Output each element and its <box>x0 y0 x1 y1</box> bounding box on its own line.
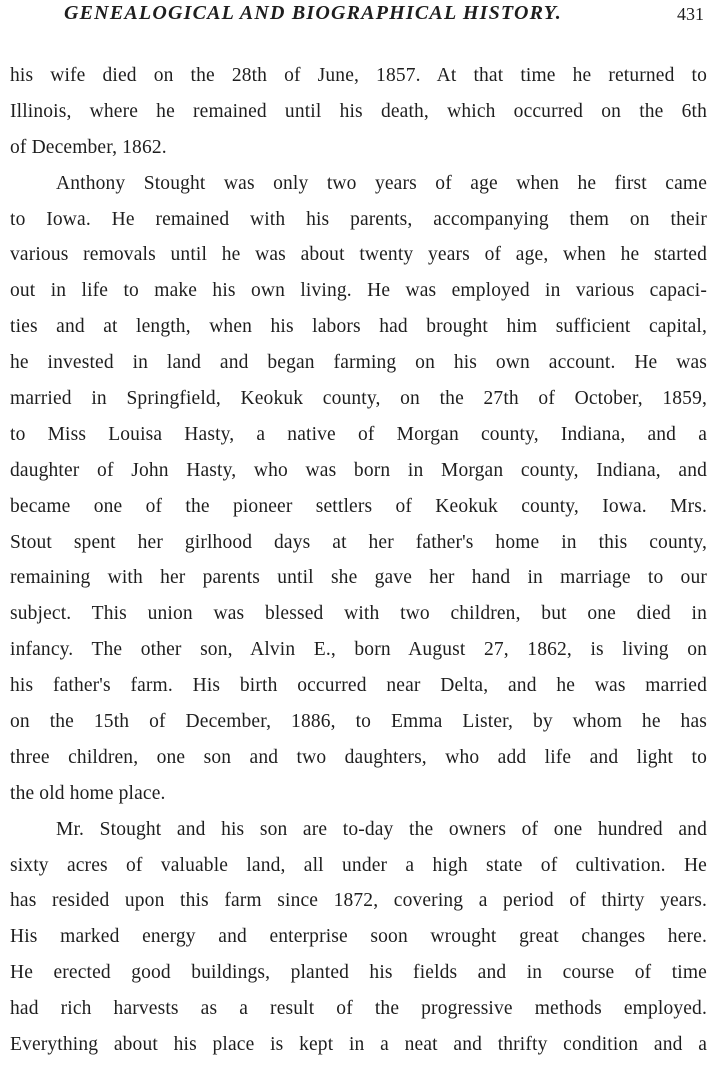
text-line: sixty acres of valuable land, all under a high state of cultivation. He <box>10 854 707 876</box>
text-line: to Iowa. He remained with his parents, accompanying them on their <box>10 208 707 230</box>
running-head: GENEALOGICAL AND BIOGRAPHICAL HISTORY. <box>64 2 562 24</box>
text-line: had rich harvests as a result of the progressive methods employed. <box>10 998 707 1020</box>
text-line: became one of the pioneer settlers of Keokuk county, Iowa. Mrs. <box>10 495 707 517</box>
paragraph <box>10 166 707 812</box>
page-number: 431 <box>677 4 704 24</box>
text-line: out in life to make his own living. He was employed in various capaci- <box>10 280 707 302</box>
text-line: his wife died on the 28th of June, 1857. At that time he returned to <box>10 65 707 86</box>
text-line: to Miss Louisa Hasty, a native of Morgan county, Indiana, and a <box>10 423 707 445</box>
text-line: three children, one son and two daughters, who add life and light to <box>10 746 707 768</box>
text-line: married in Springfield, Keokuk county, on the 27th of October, 1859, <box>10 388 707 410</box>
paragraph <box>10 812 707 1063</box>
body-text <box>10 58 707 1063</box>
text-line: various removals until he was about twenty years of age, when he started <box>10 244 707 266</box>
text-line: Everything about his place is kept in a neat and thrifty condition and a <box>10 1034 707 1056</box>
text-line: ties and at length, when his labors had brought him sufficient capital, <box>10 316 707 338</box>
text-line: Illinois, where he remained until his death, which occurred on the 6th <box>10 100 707 122</box>
text-line: his father's farm. His birth occurred near Delta, and he was married <box>10 675 707 697</box>
page-header <box>0 2 718 32</box>
text-line: infancy. The other son, Alvin E., born August 27, 1862, is living on <box>10 639 707 661</box>
text-line: on the 15th of December, 1886, to Emma Lister, by whom he has <box>10 711 707 733</box>
text-line: He erected good buildings, planted his fields and in course of time <box>10 962 707 984</box>
text-line: has resided upon this farm since 1872, covering a period of thirty years. <box>10 890 707 912</box>
text-line: Mr. Stought and his son are to-day the owners of one hundred and <box>56 818 707 840</box>
text-line: daughter of John Hasty, who was born in Morgan county, Indiana, and <box>10 459 707 481</box>
text-line: he invested in land and began farming on his own account. He was <box>10 352 707 374</box>
text-line: Stout spent her girlhood days at her father's home in this county, <box>10 531 707 553</box>
text-line: of December, 1862. <box>10 136 167 158</box>
paragraph <box>10 58 707 166</box>
text-line: subject. This union was blessed with two children, but one died in <box>10 603 707 625</box>
text-line: remaining with her parents until she gave her hand in marriage to our <box>10 567 707 589</box>
text-line: Anthony Stought was only two years of age when he first came <box>56 172 707 194</box>
text-line: the old home place. <box>10 782 166 804</box>
text-line: His marked energy and enterprise soon wrought great changes here. <box>10 926 707 948</box>
